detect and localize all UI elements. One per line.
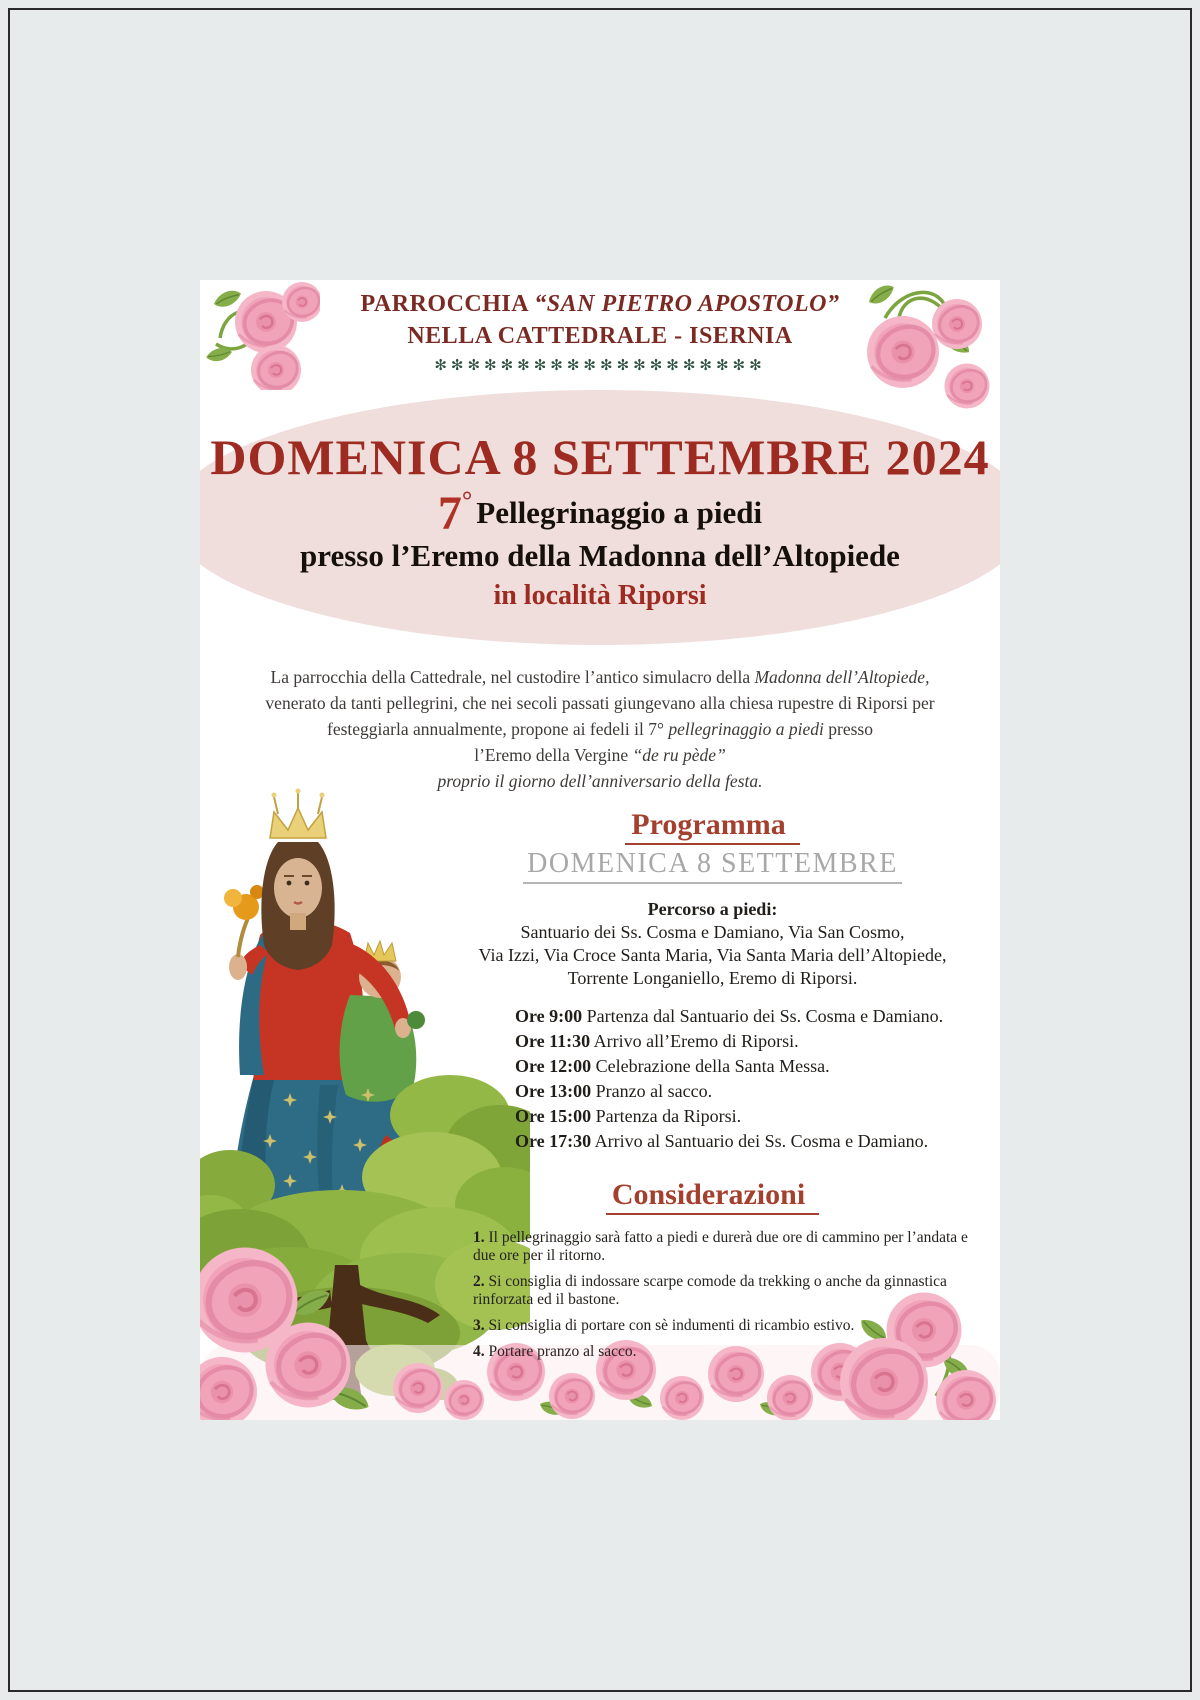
text-line: proprio il giorno dell’anniversario della festa. (437, 771, 763, 791)
asterisk-separator: ✻✻✻✻✻✻✻✻✻✻✻✻✻✻✻✻✻✻✻✻ (434, 356, 766, 374)
considerations-heading: Considerazioni (606, 1178, 819, 1215)
ordinal-number: 7 (437, 487, 462, 540)
schedule-list (515, 1004, 975, 1154)
program-section (450, 808, 975, 1369)
consideration-entry: 1. Il pellegrinaggio sarà fatto a piedi e durerà due ore di cammino per l’andata e due ore per il ritorno. (473, 1229, 968, 1264)
event-location: in località Riporsi (493, 580, 707, 611)
schedule-entry: Ore 17:30 Arrivo al Santuario dei Ss. Cosma e Damiano. (515, 1131, 929, 1151)
parish-name-line: PARROCCHIA “SAN PIETRO APOSTOLO” (360, 291, 840, 317)
schedule-entry: Ore 9:00 Partenza dal Santuario dei Ss. Cosma e Damiano. (515, 1006, 944, 1026)
cathedral-line: NELLA CATTEDRALE - ISERNIA (407, 323, 793, 349)
text-line: Via Izzi, Via Croce Santa Maria, Via Santa Maria dell’Altopiede, (478, 945, 947, 965)
text-line: l’Eremo della Vergine “de ru pède” (474, 745, 726, 765)
intro-paragraph (240, 664, 960, 794)
event-subtitle-2: presso l’Eremo della Madonna dell’Altopiede (300, 538, 900, 573)
program-heading: Programma (625, 808, 799, 845)
event-date-title: DOMENICA 8 SETTEMBRE 2024 (210, 429, 990, 485)
poster (200, 280, 1000, 1420)
considerations-list (473, 1229, 973, 1361)
event-subtitle-1: 7° Pellegrinaggio a piedi (437, 486, 763, 540)
route-title: Percorso a piedi: (647, 899, 778, 919)
schedule-entry: Ore 12:00 Celebrazione della Santa Messa. (515, 1056, 830, 1076)
consideration-entry: 4. Portare pranzo al sacco. (473, 1343, 637, 1360)
text-line: Santuario dei Ss. Cosma e Damiano, Via San Cosmo, (520, 922, 905, 942)
schedule-entry: Ore 15:00 Partenza da Riporsi. (515, 1106, 742, 1126)
text-line: venerato da tanti pellegrini, che nei secoli passati giungevano alla chiesa rupestre di Riporsi per (265, 693, 935, 713)
route-lines (450, 921, 975, 990)
schedule-entry: Ore 11:30 Arrivo all’Eremo di Riporsi. (515, 1031, 799, 1051)
schedule-entry: Ore 13:00 Pranzo al sacco. (515, 1081, 713, 1101)
degree-sign: ° (461, 486, 473, 515)
parish-quoted-name: “SAN PIETRO APOSTOLO” (534, 291, 840, 317)
text-line: La parrocchia della Cattedrale, nel custodire l’antico simulacro della Madonna dell’Altopiede, (270, 667, 930, 687)
program-day-subheading: DOMENICA 8 SETTEMBRE (523, 847, 902, 884)
parish-header (200, 288, 1000, 352)
consideration-entry: 2. Si consiglia di indossare scarpe comode da trekking o anche da ginnastica rinforzata ed il bastone. (473, 1273, 947, 1308)
text-line: festeggiarla annualmente, propone ai fedeli il 7° pellegrinaggio a piedi presso (327, 719, 873, 739)
consideration-entry: 3. Si consiglia di portare con sè indumenti di ricambio estivo. (473, 1317, 855, 1334)
text-line: Torrente Longaniello, Eremo di Riporsi. (567, 968, 858, 988)
